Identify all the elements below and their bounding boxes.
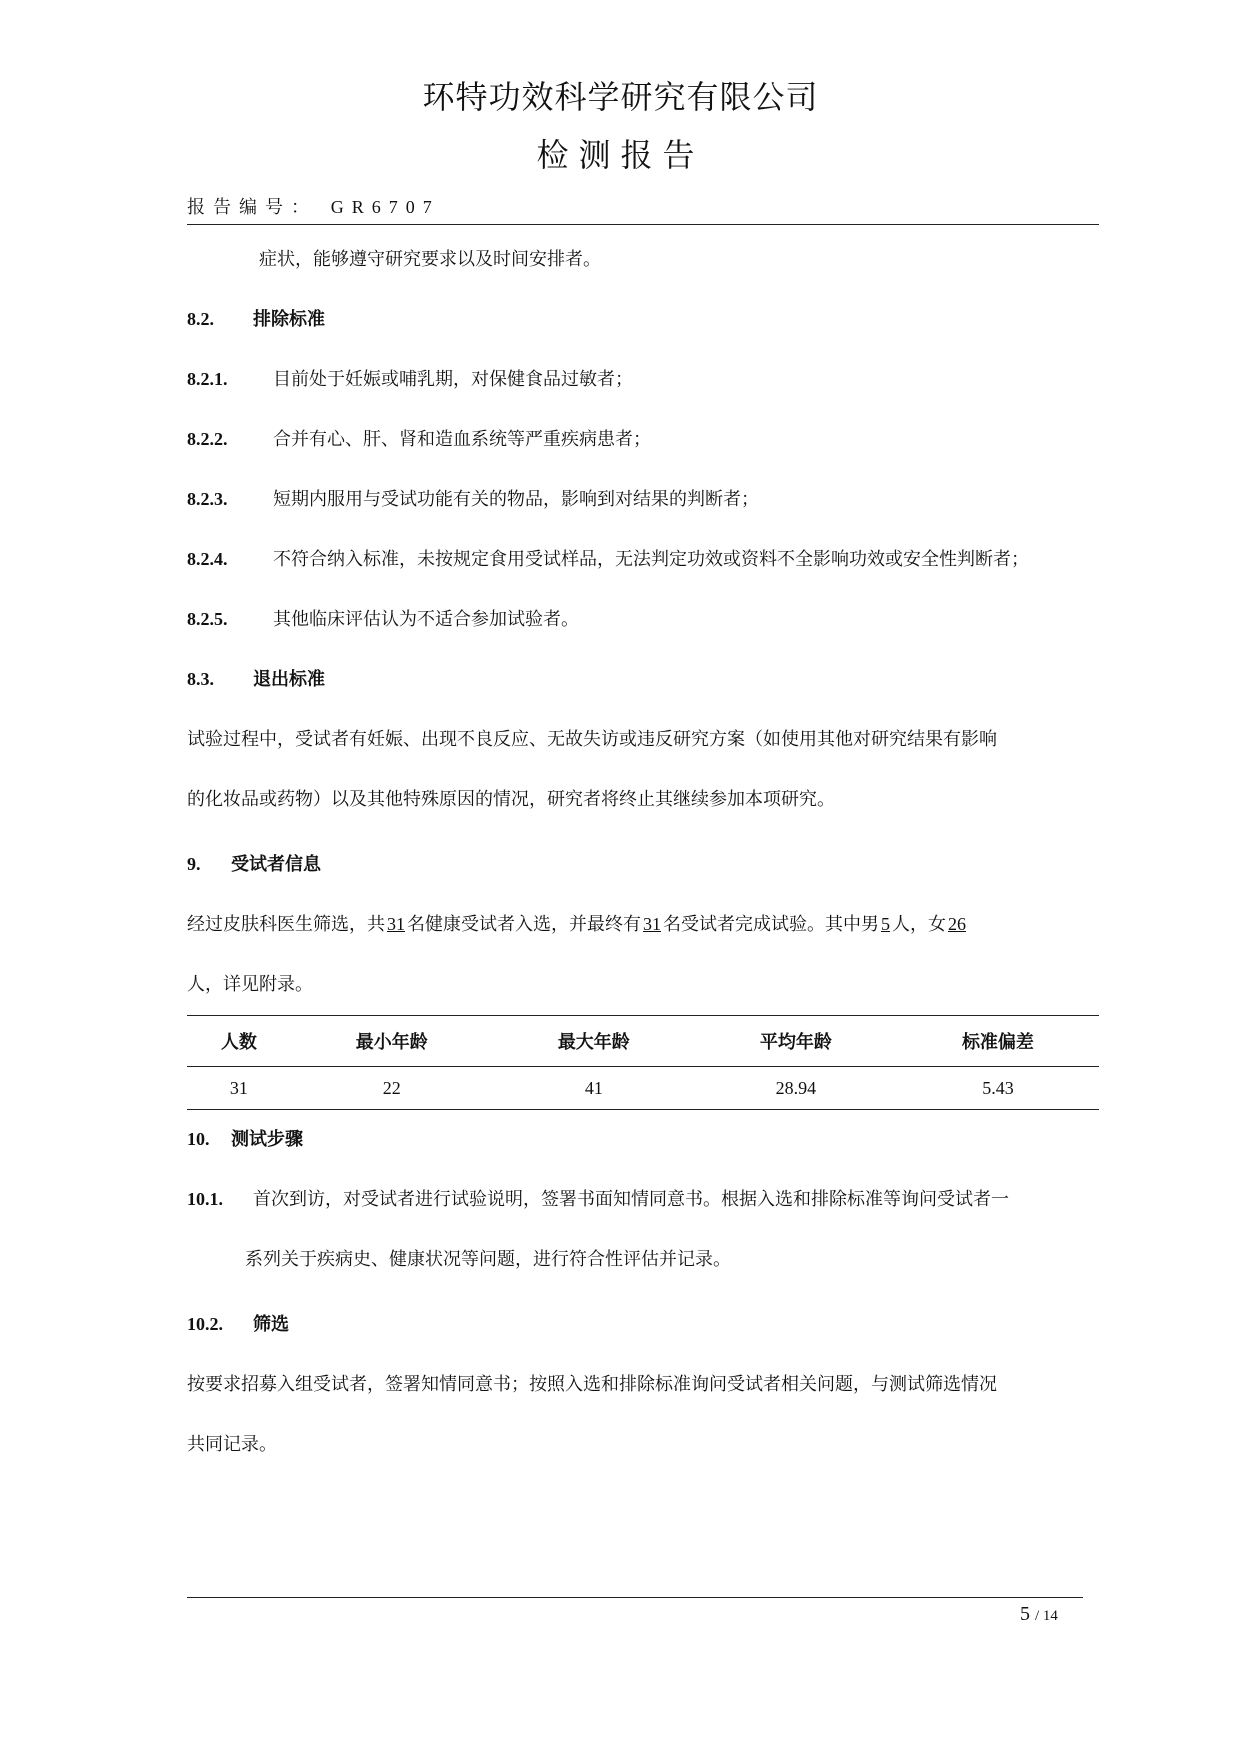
table-header-cell: 最大年龄	[493, 1016, 695, 1067]
section-title: 测试步骤	[231, 1129, 303, 1150]
text-segment: 名健康受试者入选，并最终有	[407, 914, 641, 935]
section-8-3-heading	[187, 665, 325, 691]
section-number: 10.	[187, 1129, 210, 1149]
table-header-cell: 人数	[187, 1016, 291, 1067]
item-8-2-4	[187, 545, 1029, 571]
text-segment: 人，女	[892, 914, 946, 935]
table-cell: 31	[187, 1067, 291, 1110]
continued-text: 症状，能够遵守研究要求以及时间安排者。	[259, 249, 601, 270]
section-8-3-paragraph-line-1: 试验过程中，受试者有妊娠、出现不良反应、无故失访或违反研究方案（如使用其他对研究结果有影响	[187, 729, 997, 750]
table-header-cell: 标准偏差	[897, 1016, 1099, 1067]
section-title: 退出标准	[253, 669, 325, 690]
item-8-2-1	[187, 365, 633, 391]
section-9-heading	[187, 850, 321, 876]
table-cell: 22	[291, 1067, 493, 1110]
section-8-2-heading	[187, 305, 325, 331]
item-text: 首次到访，对受试者进行试验说明，签署书面知情同意书。根据入选和排除标准等询问受试者一	[253, 1189, 1009, 1210]
section-9-paragraph-line-1	[187, 910, 968, 936]
completed-count: 31	[643, 914, 661, 934]
section-title: 筛选	[253, 1314, 289, 1335]
section-title: 排除标准	[253, 309, 325, 330]
item-8-2-2	[187, 425, 651, 451]
item-number: 8.2.1.	[187, 369, 228, 389]
table-header-row	[187, 1016, 1099, 1067]
table-row	[187, 1067, 1099, 1110]
item-number: 10.1.	[187, 1189, 223, 1209]
report-number-value: GR6707	[330, 197, 440, 217]
document-title: 检测报告	[536, 136, 705, 174]
header-divider	[187, 224, 1099, 225]
section-number: 9.	[187, 854, 201, 874]
section-10-heading	[187, 1125, 303, 1151]
text-segment: 经过皮肤科医生筛选，共	[187, 914, 385, 935]
female-count: 26	[948, 914, 966, 934]
subject-stats-table	[187, 1015, 1099, 1110]
item-number: 8.2.3.	[187, 489, 228, 509]
table-cell: 28.94	[695, 1067, 897, 1110]
item-8-2-5	[187, 605, 579, 631]
item-number: 8.2.2.	[187, 429, 228, 449]
item-text: 不符合纳入标准，未按规定食用受试样品，无法判定功效或资料不全影响功效或安全性判断者；	[273, 549, 1029, 570]
current-page: 5	[1020, 1603, 1030, 1625]
item-number: 8.2.4.	[187, 549, 228, 569]
total-pages: / 14	[1035, 1608, 1058, 1624]
item-10-1	[187, 1185, 1009, 1211]
item-8-2-3	[187, 485, 759, 511]
section-9-paragraph-line-2: 人，详见附录。	[187, 974, 313, 995]
report-number	[187, 193, 440, 219]
item-text: 目前处于妊娠或哺乳期，对保健食品过敏者；	[273, 369, 633, 390]
enrolled-count: 31	[387, 914, 405, 934]
table-cell: 41	[493, 1067, 695, 1110]
table-header-cell: 最小年龄	[291, 1016, 493, 1067]
item-text: 短期内服用与受试功能有关的物品，影响到对结果的判断者；	[273, 489, 759, 510]
section-number: 8.2.	[187, 309, 214, 329]
section-10-2-heading	[187, 1310, 289, 1336]
item-text: 其他临床评估认为不适合参加试验者。	[273, 609, 579, 630]
section-10-2-paragraph-line-2: 共同记录。	[187, 1434, 277, 1455]
section-title: 受试者信息	[231, 854, 321, 875]
section-number: 10.2.	[187, 1314, 223, 1334]
report-number-label: 报告编号：	[187, 197, 317, 218]
item-text: 合并有心、肝、肾和造血系统等严重疾病患者；	[273, 429, 651, 450]
table-header-cell: 平均年龄	[695, 1016, 897, 1067]
section-10-2-paragraph-line-1: 按要求招募入组受试者，签署知情同意书；按照入选和排除标准询问受试者相关问题，与测试筛选情况	[187, 1374, 997, 1395]
item-10-1-line-2: 系列关于疾病史、健康状况等问题，进行符合性评估并记录。	[245, 1249, 731, 1270]
section-8-3-paragraph-line-2: 的化妆品或药物）以及其他特殊原因的情况，研究者将终止其继续参加本项研究。	[187, 789, 835, 810]
page-number	[1020, 1603, 1058, 1626]
text-segment: 名受试者完成试验。其中男	[663, 914, 879, 935]
section-number: 8.3.	[187, 669, 214, 689]
table-cell: 5.43	[897, 1067, 1099, 1110]
footer-divider	[187, 1597, 1083, 1598]
item-number: 8.2.5.	[187, 609, 228, 629]
male-count: 5	[881, 914, 890, 934]
company-name: 环特功效科学研究有限公司	[422, 78, 819, 116]
